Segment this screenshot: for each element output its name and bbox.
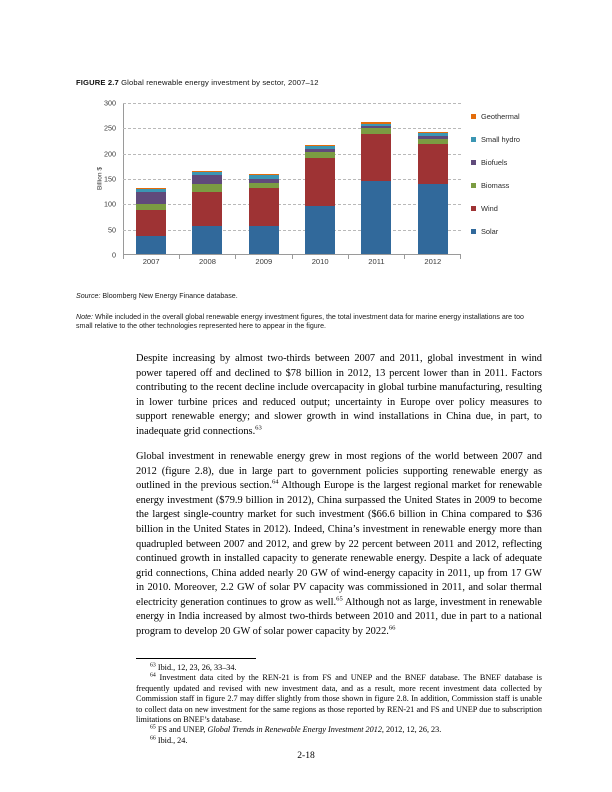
stacked-bar[interactable] bbox=[305, 145, 335, 255]
stacked-bar[interactable] bbox=[136, 188, 166, 255]
footnote-marker: 63 bbox=[150, 662, 156, 669]
bar-segment[interactable] bbox=[361, 181, 391, 255]
x-tick-label: 2011 bbox=[368, 257, 385, 266]
figure-block bbox=[76, 78, 541, 277]
bar-segment[interactable] bbox=[249, 188, 279, 226]
bar-segment[interactable] bbox=[192, 175, 222, 184]
legend-item[interactable] bbox=[471, 197, 561, 220]
bar-segment[interactable] bbox=[136, 210, 166, 235]
legend-label: Solar bbox=[481, 227, 499, 236]
stacked-bar[interactable] bbox=[249, 174, 279, 255]
footnote-text: Ibid., 12, 23, 26, 33–34. bbox=[155, 663, 237, 672]
x-tick-label: 2009 bbox=[255, 257, 273, 266]
paragraph-2-text-a: Global investment in renewable energy grew in most regions of the world between 2007 and 2012 (figure 2.8), due in large part to government policies supporting renewable energy as outlined in the previous section. bbox=[136, 451, 542, 492]
y-axis-tick-labels bbox=[76, 98, 120, 260]
body-text bbox=[136, 352, 542, 650]
y-tick-label: 200 bbox=[104, 149, 116, 159]
footnote-marker: 64 bbox=[150, 672, 156, 679]
figure-source bbox=[76, 292, 542, 302]
legend-swatch-icon bbox=[471, 206, 476, 211]
bar-segment[interactable] bbox=[192, 184, 222, 192]
paragraph-1-text: Despite increasing by almost two-thirds between 2007 and 2011, global investment in wind power tapered off and declined to $78 billion in 2012, 13 percent lower than in 2011. Factors contributing to the recent decline include overcapacity in global turbine manufacturing, resulting in lower turbine prices and reduced output; uncertainty in Europe over policy measures to support renewable energy; and slower growth in wind installations in China due, in part, to inadequate grid connections. bbox=[136, 353, 542, 437]
source-text: Bloomberg New Energy Finance database. bbox=[100, 292, 238, 300]
paragraph-2-text-c: Although not as large, investment in renewable energy in India increased by almost two-thirds between 2010 and 2011, due in part to a national program to develop 20 GW of solar power capacity by 2022. bbox=[136, 596, 542, 637]
bar-slot bbox=[405, 103, 461, 255]
footnote-ref-65[interactable]: 65 bbox=[336, 595, 343, 603]
source-label: Source: bbox=[76, 292, 101, 300]
y-tick-label: 250 bbox=[104, 123, 116, 133]
x-axis-tick-labels bbox=[123, 257, 461, 266]
bar-segment[interactable] bbox=[192, 226, 222, 255]
chart-legend bbox=[471, 105, 561, 243]
bar-slot bbox=[179, 103, 235, 255]
bar-segment[interactable] bbox=[418, 184, 448, 255]
footnote-marker: 66 bbox=[150, 735, 156, 742]
legend-label: Geothermal bbox=[481, 112, 520, 121]
footnote-marker: 65 bbox=[150, 724, 156, 731]
legend-swatch-icon bbox=[471, 183, 476, 188]
legend-swatch-icon bbox=[471, 229, 476, 234]
footnote-ref-64[interactable]: 64 bbox=[271, 478, 279, 486]
page-number: 2-18 bbox=[297, 750, 315, 761]
bar-segment[interactable] bbox=[361, 134, 391, 181]
footnote-item bbox=[136, 725, 542, 735]
legend-item[interactable] bbox=[471, 105, 561, 128]
bar-slot bbox=[348, 103, 404, 255]
footnote-list bbox=[136, 663, 542, 746]
bar-slot bbox=[236, 103, 292, 255]
bar-slot bbox=[123, 103, 179, 255]
figure-caption bbox=[76, 78, 541, 88]
bar-segment[interactable] bbox=[249, 226, 279, 255]
legend-swatch-icon bbox=[471, 160, 476, 165]
footnote-text: Investment data cited by the REN-21 is from FS and UNEP and the BNEF database. The BNEF database is frequently updated and revised with new investment data, and as a result, more recent investment data collected by Commission staff in figure 2.7 may differ slightly from those shown in figure 2.8. In addition, Commission staff is unable to collect data on new investment for the same regions as those reported by REN-21 and FS and UNEP due to subscription limitations on BNEF’s database. bbox=[136, 673, 542, 725]
note-label: Note: bbox=[76, 312, 93, 321]
y-axis-title: Billion $ bbox=[96, 166, 104, 191]
footnote-separator-rule bbox=[136, 658, 256, 659]
x-tick-label: 2008 bbox=[199, 257, 216, 266]
footnote-item bbox=[136, 673, 542, 725]
bar-segment[interactable] bbox=[305, 158, 335, 206]
y-tick-label: 0 bbox=[112, 250, 116, 260]
y-tick-label: 300 bbox=[104, 98, 116, 108]
source-note-block bbox=[76, 292, 542, 332]
stacked-bar[interactable] bbox=[361, 122, 391, 255]
stacked-bar[interactable] bbox=[192, 171, 222, 255]
legend-label: Small hydro bbox=[481, 135, 521, 144]
x-tick-label: 2007 bbox=[142, 257, 160, 266]
y-tick-label: 50 bbox=[108, 225, 116, 235]
legend-swatch-icon bbox=[471, 137, 476, 142]
footnote-text: FS and UNEP, bbox=[155, 725, 208, 735]
footnote-item bbox=[136, 736, 542, 746]
footnote-item bbox=[136, 663, 542, 673]
bar-segment[interactable] bbox=[136, 236, 166, 255]
bar-segment[interactable] bbox=[305, 206, 335, 255]
footnote-tail: , 2012, 12, 26, 23. bbox=[381, 725, 442, 735]
footnote-text: Ibid., 24. bbox=[155, 735, 188, 745]
x-tick-label: 2010 bbox=[311, 257, 329, 266]
figure-label: FIGURE 2.7 bbox=[76, 78, 119, 87]
y-tick-label: 100 bbox=[104, 199, 116, 209]
footnotes-block bbox=[136, 658, 542, 746]
bar-segment[interactable] bbox=[136, 192, 166, 205]
plot-area bbox=[123, 103, 461, 255]
footnote-ref-63[interactable]: 63 bbox=[255, 424, 262, 432]
stacked-bar[interactable] bbox=[418, 132, 448, 255]
legend-label: Biofuels bbox=[481, 158, 508, 167]
paragraph-2 bbox=[136, 450, 542, 639]
paragraph-2-text-b: Although Europe is the largest regional market for renewable energy investment ($79.9 billion in 2012), China surpassed the United States in 2009 to become the largest single-country market for such investment ($66.6 billion in China compared to $36 billion in the United States in 2012). Indeed, China’s investment in renewable energy more than quadrupled between 2007 and 2012, and grew by 22 percent between 2011 and 2012, reflecting continued growth in installed capacity to generate renewable energy. Despite a lack of adequate grid connections, China added nearly 20 GW of wind-energy capacity in 2011, up from 17 GW in 2010. Moreover, 2.2 GW of solar PV capacity was commissioned in 2011, and solar thermal electricity generation continues to grow as well. bbox=[136, 480, 542, 608]
figure-title: Global renewable energy investment by sector, 2007–12 bbox=[121, 78, 319, 87]
legend-item[interactable] bbox=[471, 220, 561, 243]
paragraph-1 bbox=[136, 352, 542, 439]
bar-group bbox=[123, 103, 461, 255]
bar-segment[interactable] bbox=[192, 192, 222, 226]
figure-note bbox=[76, 313, 542, 332]
legend-label: Biomass bbox=[481, 181, 510, 190]
legend-item[interactable] bbox=[471, 174, 561, 197]
footnote-ref-66[interactable]: 66 bbox=[388, 624, 396, 632]
chart bbox=[76, 97, 541, 277]
legend-swatch-icon bbox=[471, 114, 476, 119]
bar-segment[interactable] bbox=[418, 144, 448, 184]
legend-item[interactable] bbox=[471, 151, 561, 174]
y-tick-label: 150 bbox=[104, 174, 116, 184]
note-text: While included in the overall global renewable energy investment figures, the total investment data for marine energy installations are too small relative to the other technologies represented here to appear in the figure. bbox=[76, 312, 524, 331]
x-tick-label: 2012 bbox=[424, 257, 442, 266]
legend-label: Wind bbox=[481, 204, 498, 213]
footnote-title-italic: Global Trends in Renewable Energy Investment 2012 bbox=[207, 725, 382, 735]
legend-item[interactable] bbox=[471, 128, 561, 151]
bar-slot bbox=[292, 103, 348, 255]
